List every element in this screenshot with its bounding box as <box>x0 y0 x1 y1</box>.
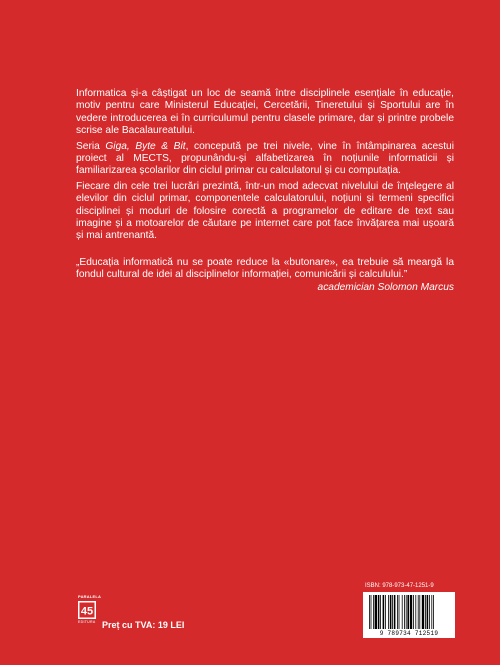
publisher-name: PARALELA <box>78 594 102 599</box>
barcode-bar <box>427 595 429 629</box>
barcode-bar <box>385 595 386 629</box>
publisher-logo-icon <box>78 601 96 619</box>
quote-block <box>76 257 454 294</box>
series-paragraph <box>76 141 454 178</box>
publisher-logo <box>78 601 96 619</box>
barcode-bar <box>383 595 385 629</box>
barcode-bar <box>415 595 416 629</box>
barcode-digits: 9 789734 712519 <box>379 630 439 637</box>
barcode-bar <box>422 595 424 629</box>
barcode-bar <box>406 595 407 629</box>
series-title: Giga, Byte & Bit <box>105 140 186 152</box>
barcode-bar <box>413 595 414 629</box>
barcode-bar <box>371 595 372 629</box>
barcode-bar <box>394 595 396 629</box>
barcode-bar <box>419 595 420 629</box>
barcode-bar <box>407 595 409 629</box>
barcode-bar <box>388 595 389 629</box>
barcode-bar <box>429 595 430 629</box>
publisher-number: 45 <box>80 605 94 618</box>
barcode-bars <box>363 592 455 632</box>
back-cover-text <box>76 88 454 294</box>
barcode-bar <box>399 595 400 629</box>
barcode-bar <box>390 595 392 629</box>
barcode-bar <box>375 595 377 629</box>
barcode-bar <box>378 595 380 629</box>
barcode-bar <box>433 595 434 629</box>
series-prefix: Seria <box>76 140 106 152</box>
publisher-sub: EDITURA <box>78 620 96 624</box>
barcode-bar <box>373 595 374 629</box>
barcode-bar <box>425 595 426 629</box>
barcode-bar <box>380 595 381 629</box>
contents-paragraph: Fiecare din cele trei lucrări prezintă, într-un mod adecvat nivelului de înțelegere al elevilor din ciclul primar, componentele calculatorului, noțiuni și termeni specifici disciplinei și moduri de folosire corectă a programelor de editare de text sau imagine și a motoarelor de căutare pe internet care pot face învățarea mai ușoară și mai antrenantă. <box>76 180 454 242</box>
barcode-bar <box>418 595 419 629</box>
barcode-bar <box>431 595 432 629</box>
quote-author: academician Solomon Marcus <box>317 281 454 293</box>
quote-text: „Educația informatică nu se poate reduce la «butonare», ea trebuie să meargă la fondul cultural de idei al disciplinelor informației, comunicării și calculului.” <box>76 256 454 281</box>
intro-paragraph: Informatica și-a câștigat un loc de seamă între disciplinele esențiale în educație, motiv pentru care Ministerul Educației, Cercetării, Tineretului și Sportului are în vedere introducerea ei în curriculumul pentru clasele primare, dar și printre probele scrise ale Bacalaureatului. <box>76 88 454 137</box>
series-description: , concepută pe trei nivele, vine în întâmpinarea acestui proiect al MECTS, propunându-și alfabetizarea în noțiunile informaticii și familiarizarea școlarilor din ciclul primar cu calculatorul și cu computația. <box>76 140 454 177</box>
barcode-bar <box>397 595 398 629</box>
price-label: Preț cu TVA: 19 LEI <box>102 620 185 630</box>
isbn-label: ISBN: 978-973-47-1251-9 <box>365 583 434 589</box>
barcode <box>363 592 455 638</box>
barcode-bar <box>402 595 403 629</box>
barcode-bar <box>369 595 370 629</box>
barcode-area <box>363 583 455 639</box>
barcode-bar <box>392 595 393 629</box>
barcode-bar <box>410 595 412 629</box>
barcode-bar <box>404 595 405 629</box>
